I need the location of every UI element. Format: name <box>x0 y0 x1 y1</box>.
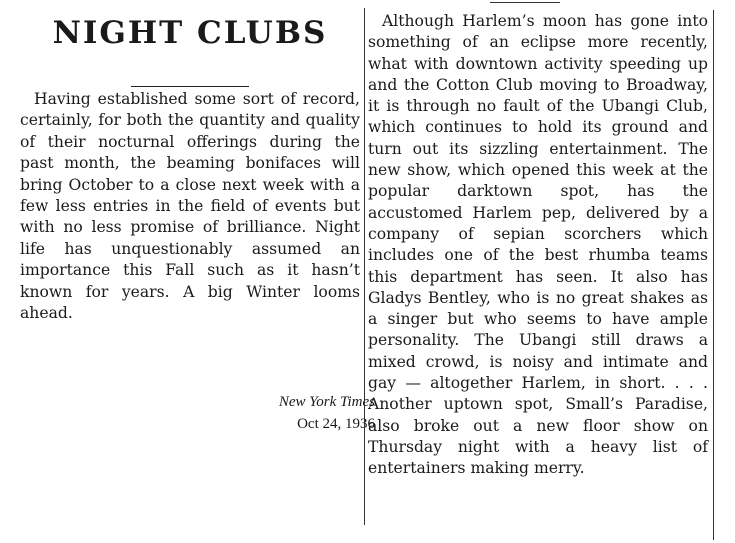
right-edge-rule <box>713 10 714 540</box>
left-paragraph: Having established some sort of record, certainly, for both the quantity and quality of their nocturnal offerings during the past month, the beaming bonifaces will bring October to a close next week with a few less entries in the field of events but with no less promise of brilliance. Night life has unquestionably assumed an importance this Fall such as it hasn’t known for years. A big Winter looms ahead. <box>20 90 360 323</box>
headline-rule <box>131 86 249 87</box>
headline: NIGHT CLUBS <box>52 15 328 51</box>
source-date: Oct 24, 1936 <box>297 416 375 432</box>
right-paragraph: Although Harlem’s moon has gone into something of an eclipse more recently, what with downtown activity speeding up and the Cotton Club moving to Broadway, it is through no fault of the Ubangi Club, which continues to hold its ground and turn out its sizzling entertainment. The new show, which opened this week at the popular darktown spot, has the accustomed Harlem pep, delivered by a company of sepian scorchers which includes one of the best rhumba teams this department has seen. It also has Gladys Bentley, who is no great shakes as a singer but who seems to have ample personality. The Ubangi still draws a mixed crowd, is noisy and intimate and gay — altogether Harlem, in short. . . . Another uptown spot, Small’s Paradise, also broke out a new floor show on Thursday night with a heavy list of entertainers making merry. <box>368 12 708 478</box>
top-rule <box>490 2 560 3</box>
source-publication: New York Times <box>278 394 375 410</box>
source-citation <box>220 391 375 435</box>
left-column <box>20 6 375 432</box>
column-divider <box>364 8 365 525</box>
